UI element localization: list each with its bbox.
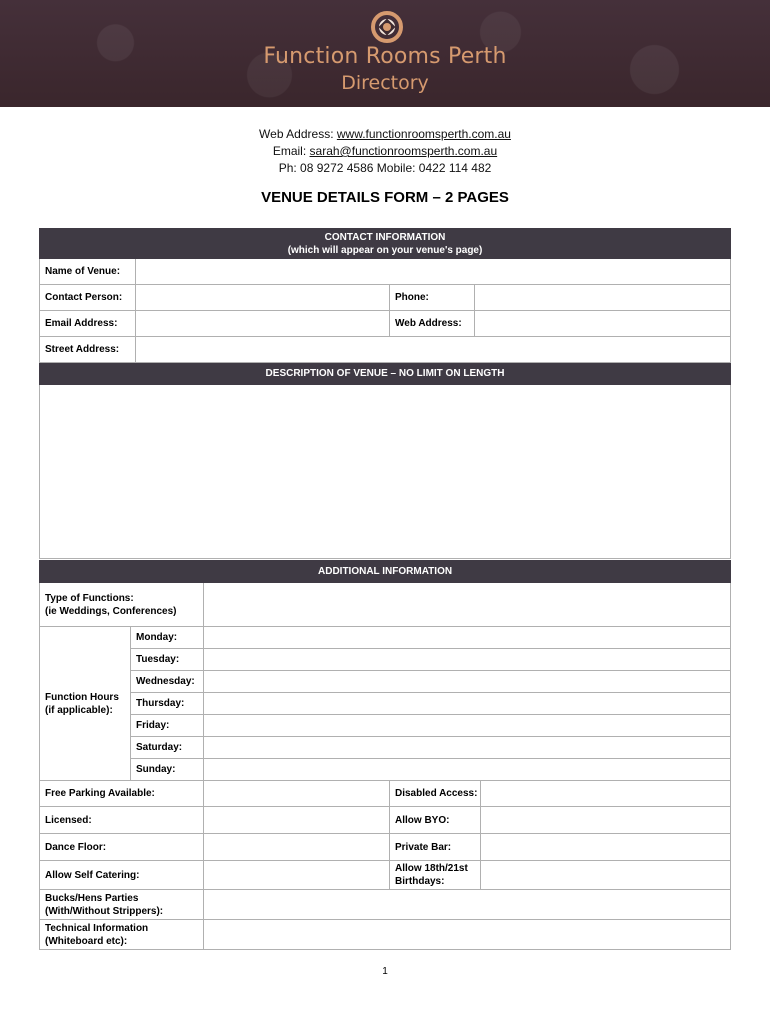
web-line	[0, 126, 770, 143]
hours-field-monday[interactable]	[204, 627, 731, 649]
form-title: VENUE DETAILS FORM – 2 PAGES	[261, 189, 509, 206]
contact-info-table	[39, 228, 731, 559]
name-of-venue-label: Name of Venue:	[40, 259, 136, 285]
private-bar-field[interactable]	[481, 834, 731, 861]
function-hours-line2: (if applicable):	[45, 704, 113, 716]
bucks-hens-line1: Bucks/Hens Parties	[45, 892, 139, 904]
contact-person-label: Contact Person:	[40, 285, 136, 311]
hours-field-friday[interactable]	[204, 715, 731, 737]
function-hours-label	[40, 627, 131, 781]
page-number: 1	[382, 966, 388, 977]
hours-field-tuesday[interactable]	[204, 649, 731, 671]
web-link[interactable]: www.functionroomsperth.com.au	[336, 127, 511, 141]
hours-field-saturday[interactable]	[204, 737, 731, 759]
day-label-friday: Friday:	[131, 715, 204, 737]
hours-field-sunday[interactable]	[204, 759, 731, 781]
brand-subtitle: Directory	[341, 72, 429, 94]
dance-floor-field[interactable]	[204, 834, 390, 861]
self-catering-field[interactable]	[204, 861, 390, 890]
additional-info-table	[39, 560, 731, 950]
function-hours-line1: Function Hours	[45, 691, 119, 703]
web-address-field[interactable]	[475, 311, 731, 337]
self-catering-label: Allow Self Catering:	[40, 861, 204, 890]
email-link[interactable]: sarah@functionroomsperth.com.au	[309, 144, 498, 158]
header-banner	[0, 0, 770, 107]
type-of-functions-label	[40, 583, 204, 627]
allow-byo-field[interactable]	[481, 807, 731, 834]
disabled-access-field[interactable]	[481, 781, 731, 807]
licensed-label: Licensed:	[40, 807, 204, 834]
hours-field-thursday[interactable]	[204, 693, 731, 715]
technical-info-label	[40, 920, 204, 950]
street-address-label: Street Address:	[40, 337, 136, 363]
bucks-hens-field[interactable]	[204, 890, 731, 920]
contact-person-field[interactable]	[136, 285, 390, 311]
email-line	[0, 143, 770, 160]
day-label-monday: Monday:	[131, 627, 204, 649]
day-label-saturday: Saturday:	[131, 737, 204, 759]
brand-title: Function Rooms Perth	[263, 44, 507, 69]
licensed-field[interactable]	[204, 807, 390, 834]
birthdays-line2: Birthdays:	[395, 876, 445, 887]
contact-section-title: CONTACT INFORMATION	[324, 231, 446, 243]
web-address-label: Web Address:	[390, 311, 475, 337]
web-label: Web Address:	[259, 127, 334, 141]
type-of-functions-field[interactable]	[204, 583, 731, 627]
birthdays-field[interactable]	[481, 861, 731, 890]
allow-byo-label: Allow BYO:	[390, 807, 481, 834]
technical-info-line1: Technical Information	[45, 922, 149, 934]
dance-floor-label: Dance Floor:	[40, 834, 204, 861]
day-label-wednesday: Wednesday:	[131, 671, 204, 693]
day-label-sunday: Sunday:	[131, 759, 204, 781]
day-label-tuesday: Tuesday:	[131, 649, 204, 671]
contact-section-header	[40, 229, 731, 259]
day-label-thursday: Thursday:	[131, 693, 204, 715]
free-parking-label: Free Parking Available:	[40, 781, 204, 807]
ring-logo-icon	[370, 10, 404, 44]
email-address-field[interactable]	[136, 311, 390, 337]
description-section-header: DESCRIPTION OF VENUE – NO LIMIT ON LENGTH	[40, 363, 731, 385]
birthdays-label	[390, 861, 481, 890]
street-address-field[interactable]	[136, 337, 731, 363]
private-bar-label: Private Bar:	[390, 834, 481, 861]
email-label: Email:	[272, 144, 307, 158]
description-field[interactable]	[40, 385, 731, 559]
free-parking-field[interactable]	[204, 781, 390, 807]
phone-field[interactable]	[475, 285, 731, 311]
technical-info-field[interactable]	[204, 920, 731, 950]
additional-section-header: ADDITIONAL INFORMATION	[40, 561, 731, 583]
birthdays-line1: Allow 18th/21st	[395, 863, 468, 874]
contact-section-subtitle: (which will appear on your venue's page)	[287, 244, 483, 256]
type-of-functions-line1: Type of Functions:	[45, 592, 134, 604]
type-of-functions-line2: (ie Weddings, Conferences)	[45, 605, 177, 617]
disabled-access-label: Disabled Access:	[390, 781, 481, 807]
contact-lines	[0, 126, 770, 177]
phone-label: Phone:	[390, 285, 475, 311]
email-address-label: Email Address:	[40, 311, 136, 337]
name-of-venue-field[interactable]	[136, 259, 731, 285]
bucks-hens-label	[40, 890, 204, 920]
bucks-hens-line2: (With/Without Strippers):	[45, 905, 164, 917]
phone-line: Ph: 08 9272 4586 Mobile: 0422 114 482	[278, 161, 492, 175]
technical-info-line2: (Whiteboard etc):	[45, 935, 128, 947]
hours-field-wednesday[interactable]	[204, 671, 731, 693]
